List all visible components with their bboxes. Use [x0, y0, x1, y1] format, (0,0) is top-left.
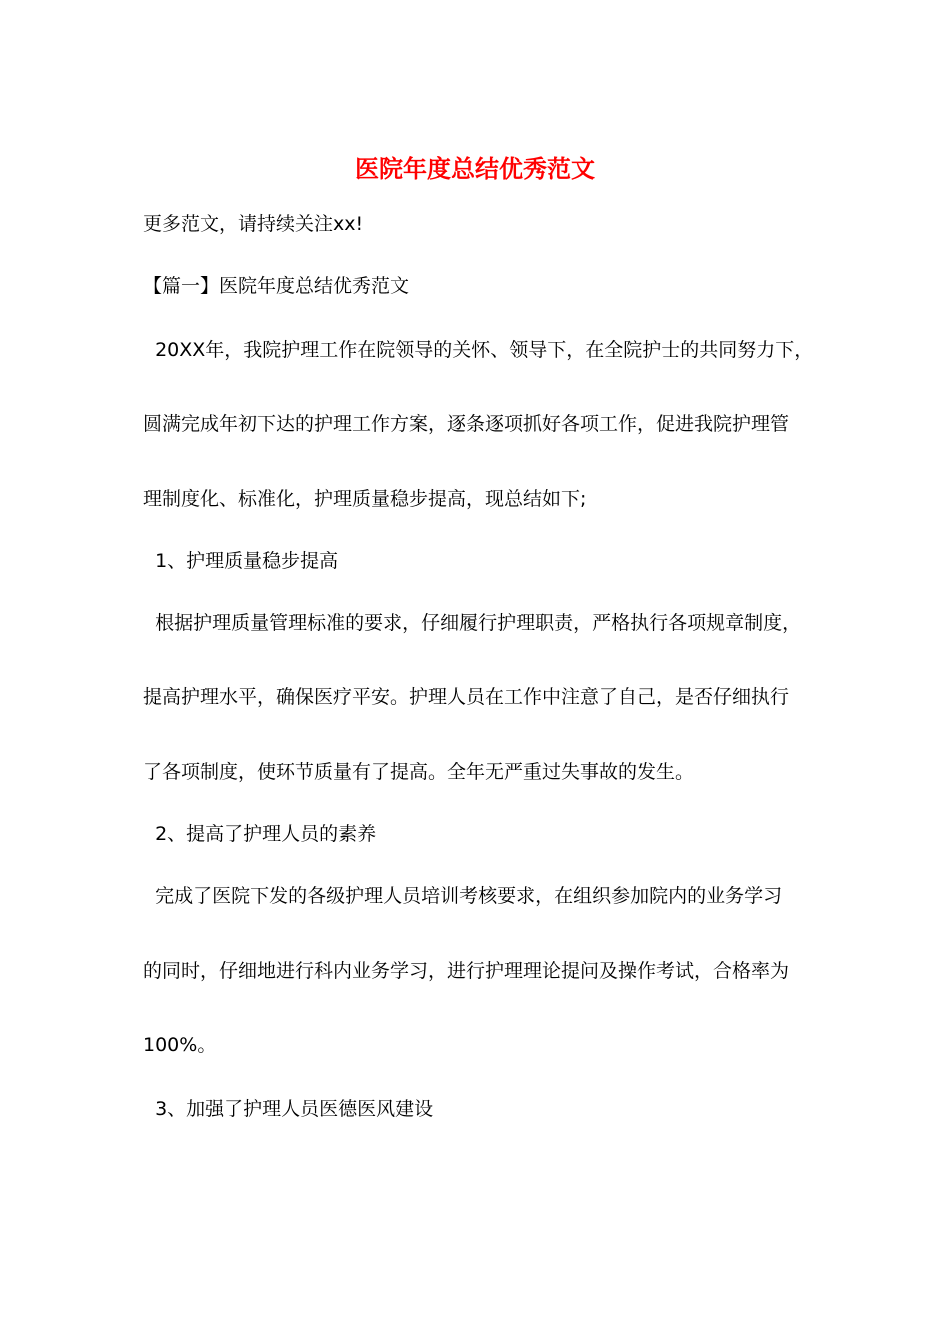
paragraph-2-line-1: 根据护理质量管理标准的要求，仔细履行护理职责，严格执行各项规章制度， — [143, 612, 802, 634]
paragraph-1-line-2: 圆满完成年初下达的护理工作方案，逐条逐项抓好各项工作，促进我院护理管 — [143, 413, 790, 435]
paragraph-1-line-3: 理制度化、标准化，护理质量稳步提高，现总结如下; — [143, 488, 587, 510]
paragraph-3-line-2: 的同时，仔细地进行科内业务学习，进行护理理论提问及操作考试，合格率为 — [143, 960, 790, 982]
section-heading: 【篇一】医院年度总结优秀范文 — [143, 275, 410, 297]
subheading-3: 3、加强了护理人员医德医风建设 — [143, 1098, 434, 1120]
paragraph-3-line-1: 完成了医院下发的各级护理人员培训考核要求，在组织参加院内的业务学习 — [143, 885, 783, 907]
subheading-1: 1、护理质量稳步提高 — [143, 550, 339, 572]
paragraph-2-line-2: 提高护理水平，确保医疗平安。护理人员在工作中注意了自己，是否仔细执行 — [143, 686, 790, 708]
subheading-2: 2、提高了护理人员的素养 — [143, 823, 377, 845]
document-title: 医院年度总结优秀范文 — [355, 155, 595, 183]
paragraph-1-line-1: 20XX年，我院护理工作在院领导的关怀、领导下，在全院护士的共同努力下， — [143, 339, 814, 361]
intro-text: 更多范文，请持续关注xx! — [143, 213, 364, 235]
paragraph-3-line-3: 100%。 — [143, 1034, 217, 1056]
paragraph-2-line-3: 了各项制度，使环节质量有了提高。全年无严重过失事故的发生。 — [143, 761, 695, 783]
